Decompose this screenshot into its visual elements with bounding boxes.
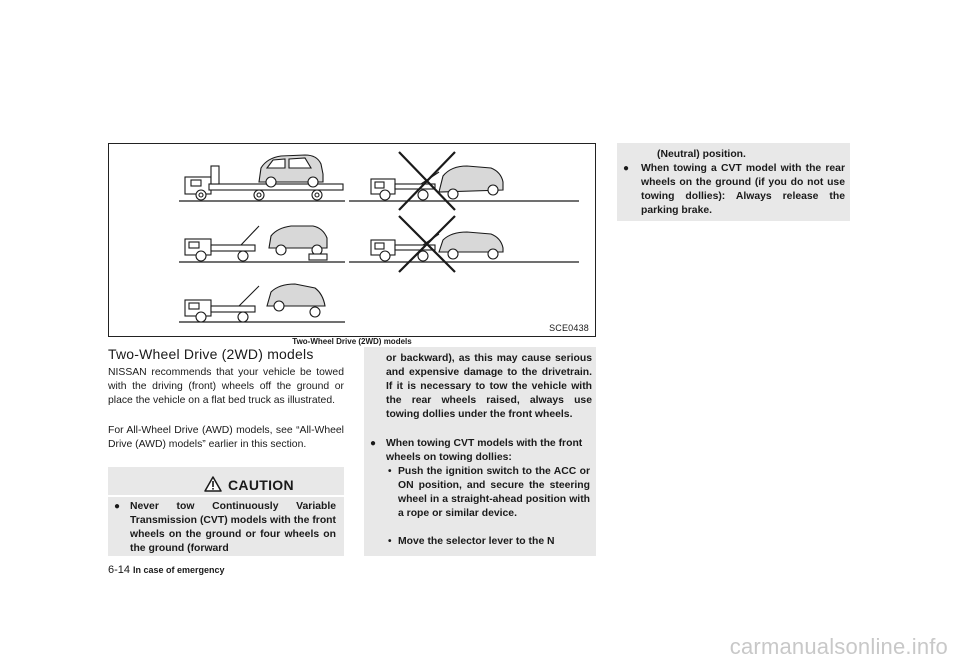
bullet-marker: ●: [114, 501, 121, 512]
caution-item-1-continued: or backward), as this may cause serious and expensive damage to the drivetrain. If it is necessary to tow the vehicle with the rear wheels raised, always use towing dollies under the front wheels.: [386, 353, 592, 420]
caution-item-1: Never tow Continuously Variable Transmission (CVT) models with the front wheels on the ground or four wheels on the ground (forward: [130, 501, 336, 554]
section-name: In case of emergency: [133, 565, 225, 575]
section-heading: Two-Wheel Drive (2WD) models: [108, 346, 314, 362]
caution-item-3: When towing a CVT model with the rear wheels on the ground (if you do not use towing dollies): Always release the parking brake.: [641, 163, 845, 216]
wheel-lift-truck-2-icon: [185, 286, 259, 322]
watermark: carmanualsonline.info: [729, 634, 948, 659]
suv-towed-rear-icon: [439, 166, 503, 199]
towing-diagram: [109, 144, 595, 336]
towing-illustration: [108, 143, 596, 337]
figure-caption: Two-Wheel Drive (2WD) models: [292, 337, 412, 346]
caution-subitem-2: Move the selector lever to the N: [398, 536, 555, 547]
suv-on-flatbed-icon: [259, 155, 323, 187]
tow-truck-2-icon: [371, 234, 439, 261]
caution-continued: [364, 347, 596, 556]
bullet-marker: ●: [623, 163, 630, 174]
caution-subitem-1: Push the ignition switch to the ACC or ON position, and secure the steering wheel in a straight-ahead position with a rope or similar device.: [398, 466, 590, 519]
warning-triangle-icon: [204, 476, 222, 492]
sub-bullet-marker: •: [388, 536, 392, 547]
figure-code: SCE0438: [549, 323, 589, 333]
caution-title: CAUTION: [228, 477, 294, 493]
wheel-lift-truck-icon: [185, 226, 259, 261]
page-number: 6-14: [108, 564, 131, 576]
caution-box: [108, 467, 344, 556]
tow-truck-icon: [371, 172, 439, 200]
sub-bullet-marker: •: [388, 466, 392, 477]
caution-header: [108, 470, 344, 497]
bullet-marker: ●: [370, 438, 377, 449]
caution-item-2: When towing CVT models with the front wheels on towing dollies:: [386, 438, 583, 463]
awd-reference-paragraph: For All-Wheel Drive (AWD) models, see “All-Wheel Drive (AWD) models” earlier in this section.: [108, 425, 344, 450]
caution-subitem-2-continued: (Neutral) position.: [657, 149, 746, 160]
suv-on-dollies-icon: [269, 226, 327, 260]
caution-continued-2: [617, 143, 850, 221]
suv-lifted-icon: [267, 284, 325, 317]
suv-towed-front-icon: [439, 232, 503, 259]
intro-paragraph: NISSAN recommends that your vehicle be towed with the driving (front) wheels off the ground or place the vehicle on a flat bed truck as illustrated.: [108, 367, 344, 406]
